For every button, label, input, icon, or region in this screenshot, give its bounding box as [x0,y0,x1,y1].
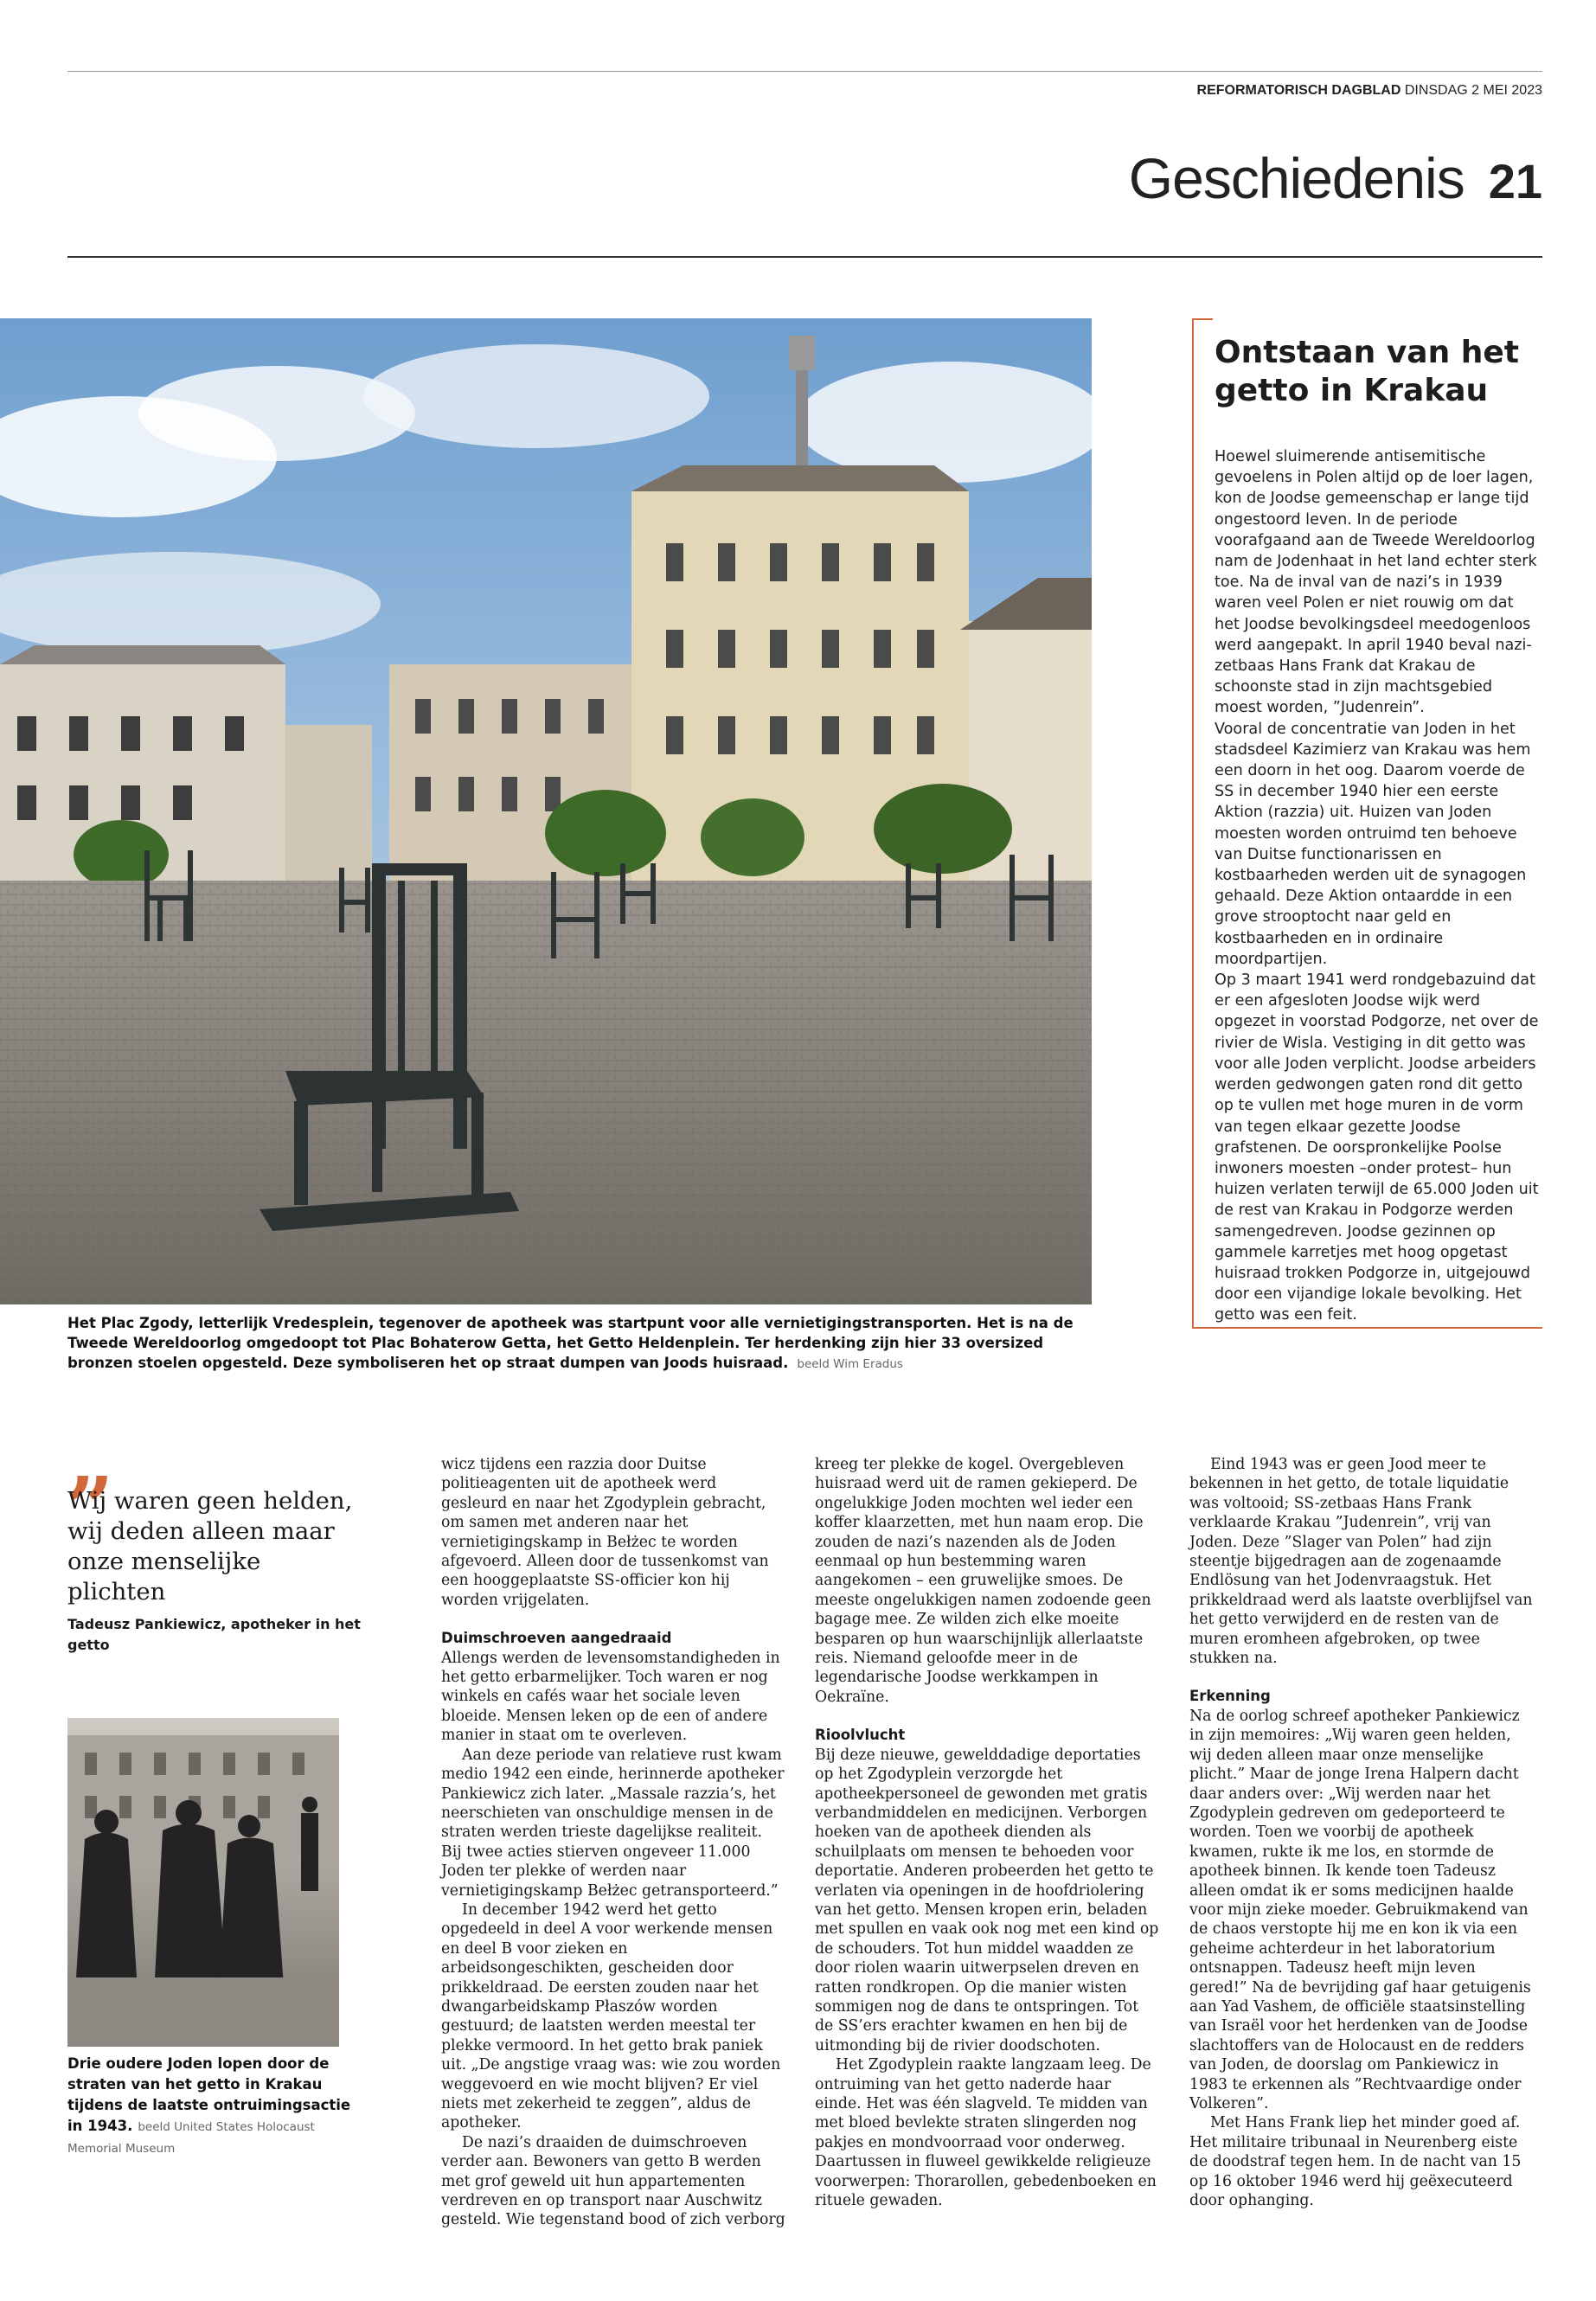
paragraph: Met Hans Frank liep het minder goed af. Het militaire tribunaal in Neurenberg eiste de doodstraf tegen hem. In de nacht van 15 op 16 oktober 1946 werd hij geëxecuteerd door ophanging. [1189,2114,1522,2210]
paragraph: Eind 1943 was er geen Jood meer te bekennen in het getto, de totale liquidatie was voltooid; SS-zetbaas Hans Frank verklaarde Krakau ”Judenrein”, vrij van Joden. Deze ”Slager van Polen” had zijn steentje bijgedragen aan de zogenaamde Endlösung van het Jodenvraagstuk. Het prikkeldraad werd als laatste overblijfsel van het getto verwijderd en de resten van de muren eromheen afgebroken, op twee stukken na. [1189,1456,1533,1668]
article-column-1 [441,1455,787,2230]
main-photo-caption-text: Het Plac Zgody, letterlijk Vredesplein, tegenover de apotheek was startpunt voor alle vernietigingstransporten. Het is na de Tweede Wereldoorlog omgedoopt tot Plac Bohaterow Getta, het Getto Heldenplein. Ter herdenking zijn hier 33 oversized bronzen stoelen opgesteld. Deze symboliseren het op straat dumpen van Joods huisraad. [67,1315,1074,1371]
small-photo-caption-text: Drie oudere Joden lopen door de straten van het getto in Krakau tijdens de laatste ontruimingsactie in 1943. [67,2055,351,2134]
sidebar-body [1215,446,1542,1326]
issue-date: DINSDAG 2 MEI 2023 [1404,83,1542,98]
main-photo [0,318,1092,1304]
small-photo-credit: beeld United States Holocaust Memorial Museum [67,2120,315,2156]
subheading: Duimschroeven aangedraaid [441,1630,672,1647]
sidebar-title: Ontstaan van het getto in Krakau [1215,335,1520,408]
small-photo-caption [67,2054,353,2159]
section-header [1129,145,1542,211]
masthead [1197,83,1542,99]
quote-author: Tadeusz Pankiewicz, apotheker in het getto [67,1616,361,1653]
paragraph: In december 1942 werd het getto opgedeeld in deel A voor werkende mensen en deel B voor zieken en arbeidsongeschikten, gescheiden door prikkeldraad. De eersten zouden naar het dwangarbeidskamp Płaszów worden gestuurd; de laatsten werden meestal ter plekke vermoord. In het getto brak paniek uit. „De angstige vraag was: wie zou worden weggevoerd en wie mocht blijven? Er viel niets met zekerheid te zeggen”, aldus de apotheker. [441,1900,781,2132]
article-column-2 [815,1455,1161,2210]
paragraph: Allengs werden de levensomstandigheden in het getto erbarmelijker. Toch waren er nog winkels en cafés waar het sociale leven bloeide. Mensen leken op de een of andere manier in staat om te overleven. [441,1649,780,1745]
article-column-3 [1189,1455,1535,2210]
small-photo [67,1718,339,2047]
quote-mark-icon: „ [67,1411,116,1509]
paragraph: Bij deze nieuwe, gewelddadige deportaties op het Zgodyplein verzorgde het apotheekpersoneel de gewonden met gratis verbandmiddelen en medicijnen. Verborgen hoeken van de apotheek dienden als schuilplaats om mensen te behoeden voor deportatie. Anderen probeerden het getto te verlaten via openingen in de hoofdriolering van het getto. Mensen kropen erin, beladen met spullen en vaak ook nog met een kind op de schouders. Tot hun middel waadden ze door riolen waarin uitwerpselen dreven en ratten rondkropen. Op die manier wisten sommigen nog de dans te ontspringen. Tot de SS’ers erachter kwamen en hen bij de uitmonding bij de rivier doodschoten. [815,1746,1159,2054]
sidebar-paragraph: Hoewel sluimerende antisemitische gevoelens in Polen altijd op de loer lagen, kon de Joodse gemeenschap er lange tijd ongestoord leven. In de periode voorafgaand aan de Tweede Wereldoorlog nam de Jodenhaat in het land echter sterk toe. Na de inval van de nazi’s in 1939 waren veel Polen er niet rouwig om dat het Joodse bevolkingsdeel meedogenloos werd aangepakt. In april 1940 beval nazi-zetbaas Hans Frank dat Krakau de schoonste stad in zijn machtsgebied moest worden, ”Judenrein”. [1215,448,1537,717]
main-photo-caption [67,1313,1088,1375]
paragraph: Aan deze periode van relatieve rust kwam medio 1942 een einde, herinnerde apotheker Pankiewicz zich later. „Massale razzia’s, het neerschieten van onschuldige mensen in de straten werden trieste dagelijkse realiteit. Bij twee acties stierven ongeveer 11.000 Joden ter plekke of werden naar vernietigingskamp Bełżec getransporteerd.” [441,1746,785,1900]
subheading: Erkenning [1189,1688,1271,1705]
pull-quote: Wij waren geen helden, wij deden alleen maar onze menselijke plichten [67,1487,353,1606]
main-photo-credit: beeld Wim Eradus [797,1357,903,1371]
section-title: Geschiedenis [1128,146,1465,210]
top-rule [67,71,1542,72]
sidebar-paragraph: Op 3 maart 1941 werd rondgebazuind dat er een afgesloten Joodse wijk werd opgezet in voorstad Podgorze, net over de rivier de Wisla. Vestiging in dit getto was voor alle Joden verplicht. Joodse arbeiders werden gedwongen gaten rond dit getto op te vullen met hoge muren in de vorm van tegen elkaar gezette Joodse grafstenen. De oorspronkelijke Poolse inwoners moesten –onder protest– hun huizen verlaten terwijl de 65.000 Joden uit de rest van Krakau in Podgorze werden samengedreven. Joodse gezinnen op gammele karretjes met hoog opgetast huisraad trokken Podgorze in, uitgejouwd door een vijandige lokale bevolking. Het getto was een feit. [1215,971,1539,1324]
paragraph: kreeg ter plekke de kogel. Overgebleven huisraad werd uit de ramen gekieperd. De ongelukkige Joden mochten wel ieder een koffer klaarzetten, met hun naam erop. Die zouden de nazi’s nazenden als de Joden eenmaal op hun bestemming waren aangekomen – een gruwelijke smoes. De meeste ongelukkigen namen zodoende geen bagage mee. Ze wilden zich elke moeite besparen op hun waarschijnlijk allerlaatste reis. Niemand geloofde meer in de legendarische Joodse werkkampen in Oekraïne. [815,1456,1151,1706]
paragraph: Na de oorlog schreef apotheker Pankiewicz in zijn memoires: „Wij waren geen helden, wij deden alleen maar onze menselijke plicht.” Maar de jonge Irena Halpern dacht daar anders over: „Wij werden naar het Zgodyplein gedreven om gedeporteerd te worden. Toen we voorbij de apotheek kwamen, rukte ik me los, en stormde de apotheek binnen. Ik kende toen Tadeusz alleen omdat ik er soms medicijnen haalde voor mijn zieke moeder. Gebruikmakend van de chaos verstopte hij me en kon ik via een geheime achterdeur in het laboratorium ontsnappen. Tadeusz heeft mijn leven gered!” Na de bevrijding gaf haar getuigenis aan Yad Vashem, de officiële staatsinstelling van Israël voor het herdenken van de Joodse slachtoffers van de Holocaust en de redders van Joden, de doorslag om Pankiewicz in 1983 te erkennen als ”Rechtvaardige onder Volkeren”. [1189,1707,1531,2112]
paragraph: wicz tijdens een razzia door Duitse politieagenten uit de apotheek werd gesleurd en naar het Zgodyplein gebracht, om samen met anderen naar het vernietigingskamp in Bełżec te worden afgevoerd. Alleen door de tussenkomst van een hooggeplaatste SS-officier kon hij worden vrijgelaten. [441,1456,769,1609]
paper-name: REFORMATORISCH DAGBLAD [1196,83,1401,98]
sidebar-corner [1192,318,1213,320]
page-number: 21 [1488,154,1542,208]
sidebar-paragraph: Vooral de concentratie van Joden in het stadsdeel Kazimierz van Krakau was hem een doorn in het oog. Daarom voerde de SS in december 1940 hier een eerste Aktion (razzia) uit. Huizen van Joden moesten worden ontruimd ten behoeve van Duitse functionarissen en kostbaarheden werden uit de synagogen gehaald. Deze Aktion ontaardde in een grove strooptocht naar geld en kostbaarheden en in ordinaire moordpartijen. [1215,720,1531,968]
header-rule [67,256,1542,258]
paragraph: De nazi’s draaiden de duimschroeven verder aan. Bewoners van getto B werden met grof geweld uit hun appartementen verdreven en op transport naar Auschwitz gesteld. Wie tegenstand bood of zich verborg [441,2133,785,2229]
subheading: Rioolvlucht [815,1727,906,1744]
paragraph: Het Zgodyplein raakte langzaam leeg. De ontruiming van het getto naderde haar einde. Het was één slagveld. Te midden van met bloed bevlekte straten slingerden nog pakjes en mondvoorraad voor onderweg. Daartussen in fluweel gewikkelde religieuze voorwerpen: Thorarollen, gebedenboeken en rituele gewaden. [815,2056,1157,2210]
